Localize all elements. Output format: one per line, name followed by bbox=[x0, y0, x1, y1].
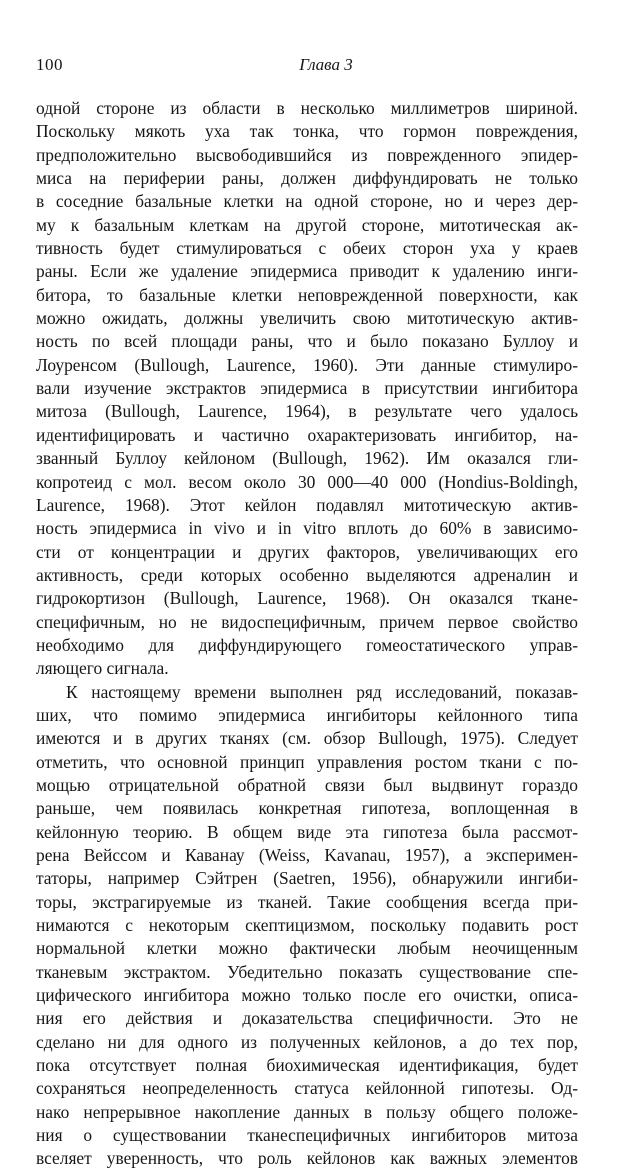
text-line: вали изучение экстрактов эпидермиса в присутствии ингибитора bbox=[36, 378, 578, 399]
text-line: ность по всей площади раны, что и было показано Буллоу и bbox=[36, 331, 578, 352]
running-head: Глава 3 bbox=[299, 55, 353, 74]
text-line: К настоящему времени выполнен ряд исследований, показав- bbox=[66, 681, 578, 702]
text-line: мощью отрицательной обратной связи был выдвинут гораздо bbox=[36, 774, 578, 795]
text-line: Laurence, 1968). Этот кейлон подавлял митотическую актив- bbox=[36, 494, 578, 515]
body-text bbox=[36, 97, 578, 1171]
text-line: тивность будет стимулироваться с обеих сторон уха у краев bbox=[36, 238, 578, 259]
text-line: рена Вейссом и Каванау (Weiss, Kavanau, 1957), а эксперимен- bbox=[36, 845, 578, 865]
text-line: вселяет уверенность, что роль кейлонов как важных элементов bbox=[36, 1148, 578, 1169]
text-line: специфичным, но не видоспецифичным, причем первое свойство bbox=[36, 611, 578, 632]
page-header bbox=[36, 55, 576, 77]
text-line: в соседние базальные клетки на одной стороне, но и через дер- bbox=[36, 191, 578, 212]
text-line: нако непрерывное накопление данных в пользу общего положе- bbox=[36, 1101, 578, 1122]
text-line: ляющего сигнала. bbox=[36, 658, 169, 679]
text-line: сохраняться неопределенность статуса кейлонной гипотезы. Од- bbox=[36, 1078, 578, 1099]
text-line: сделано ни для одного из полученных кейлонов, а до тех пор, bbox=[36, 1031, 578, 1052]
text-line: ших, что помимо эпидермиса ингибиторы кейлонного типа bbox=[36, 704, 578, 725]
text-line: необходимо для диффундирующего гомеостатического управ- bbox=[36, 634, 578, 655]
text-line: званный Буллоу кейлоном (Bullough, 1962). Им оказался гли- bbox=[36, 448, 578, 469]
text-line: раны. Если же удаление эпидермиса приводит к удалению инги- bbox=[36, 261, 578, 282]
text-line: раньше, чем появилась конкретная гипотеза, воплощенная в bbox=[36, 798, 578, 819]
text-line: активность, среди которых особенно выделяются адреналин и bbox=[36, 564, 578, 585]
text-line: ность эпидермиса in vivo и in vitro вплоть до 60% в зависимо- bbox=[36, 518, 578, 539]
text-line: таторы, например Сэйтрен (Saetren, 1956), обнаружили ингиби- bbox=[36, 868, 578, 889]
text-line: предположительно высвободившийся из поврежденного эпидер- bbox=[36, 144, 578, 165]
text-line: гидрокортизон (Bullough, Laurence, 1968). Он оказался ткане- bbox=[36, 588, 578, 609]
text-line: митоза (Bullough, Laurence, 1964), в результате чего удалось bbox=[36, 401, 578, 422]
text-line: пока отсутствует полная биохимическая идентификация, будет bbox=[36, 1055, 578, 1076]
text-line: сти от концентрации и других факторов, увеличивающих его bbox=[36, 541, 578, 562]
text-line: кейлонную теорию. В общем виде эта гипотеза была рассмот- bbox=[36, 821, 578, 842]
text-line: торы, экстрагируемые из тканей. Такие сообщения всегда при- bbox=[36, 891, 578, 912]
text-line: Лоуренсом (Bullough, Laurence, 1960). Эти данные стимулиро- bbox=[36, 354, 578, 375]
text-line: тканевым экстрактом. Убедительно показать существование спе- bbox=[36, 961, 578, 982]
text-line: можно ожидать, должны увеличить свою митотическую актив- bbox=[36, 308, 578, 329]
text-line: идентифицировать и частично охарактеризовать ингибитор, на- bbox=[36, 424, 578, 445]
text-line: отметить, что основной принцип управления ростом ткани с по- bbox=[36, 751, 578, 772]
text-line: ния о существовании тканеспецифичных ингибиторов митоза bbox=[36, 1125, 578, 1146]
text-line: копротеид с мол. весом около 30 000—40 000 (Hondius-Boldingh, bbox=[36, 471, 578, 492]
text-line: му к базальным клеткам на другой стороне, митотическая ак- bbox=[36, 214, 578, 235]
text-line: цифического ингибитора можно только после его очистки, описа- bbox=[36, 985, 578, 1006]
text-line: нормальной клетки можно фактически любым неочищенным bbox=[36, 938, 578, 959]
text-line: Поскольку мякоть уха так тонка, что гормон повреждения, bbox=[36, 121, 578, 142]
page-number: 100 bbox=[36, 55, 63, 74]
text-line: битора, то базальные клетки неповрежденной поверхности, как bbox=[36, 284, 578, 305]
text-line: миса на периферии раны, должен диффундировать не только bbox=[36, 168, 578, 189]
text-line: нимаются с некоторым скептицизмом, поскольку подавить рост bbox=[36, 915, 578, 936]
text-line: одной стороне из области в несколько миллиметров шириной. bbox=[36, 98, 578, 118]
text-line: ния его действия и доказательства специфичности. Это не bbox=[36, 1008, 578, 1029]
text-line: имеются и в других тканях (см. обзор Bullough, 1975). Следует bbox=[36, 728, 578, 749]
